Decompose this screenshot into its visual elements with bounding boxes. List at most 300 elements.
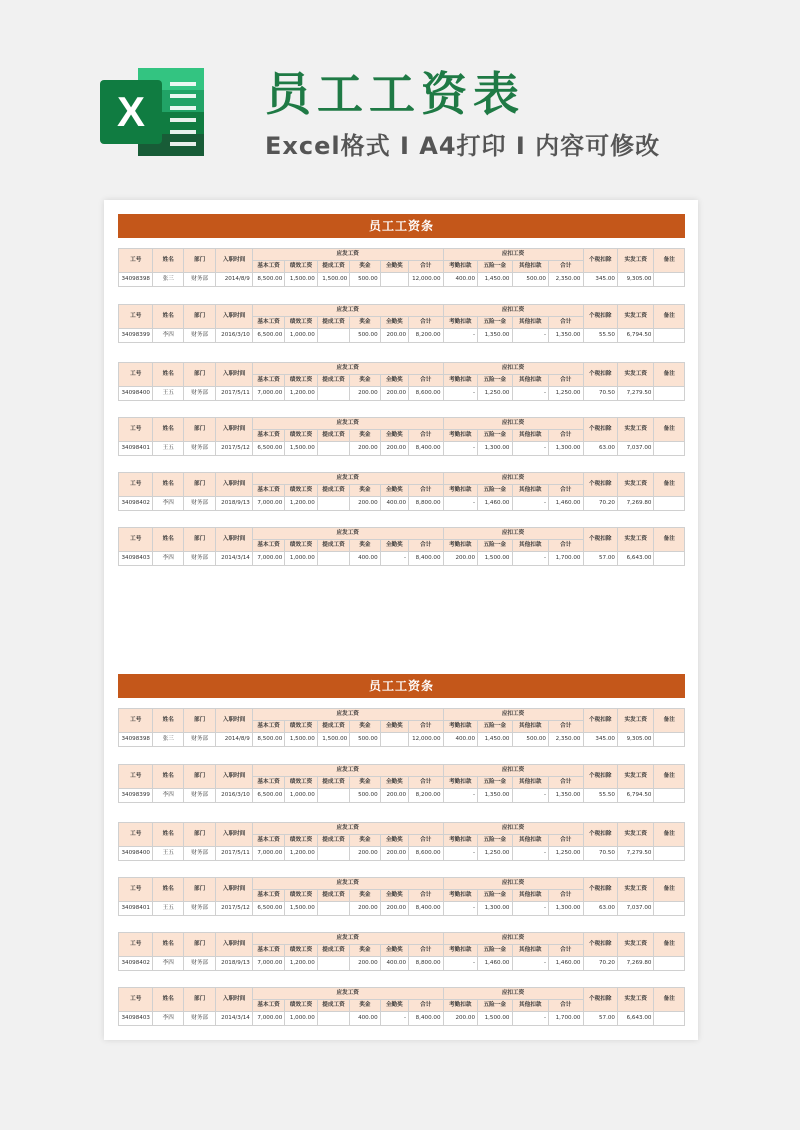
col-group-gross-pay: 应发工资 bbox=[252, 878, 443, 890]
cell-pay-total[interactable]: 8,800.00 bbox=[409, 957, 444, 971]
cell-insurance[interactable]: 1,300.00 bbox=[478, 902, 512, 916]
cell-attendance[interactable]: - bbox=[380, 552, 408, 566]
cell-id[interactable]: 34098403 bbox=[119, 552, 153, 566]
cell-pay-total[interactable]: 8,400.00 bbox=[409, 1012, 444, 1026]
payslip-table bbox=[118, 764, 685, 803]
cell-other[interactable]: - bbox=[512, 902, 549, 916]
col-header-base-pay: 基本工资 bbox=[252, 777, 284, 789]
cell-hire[interactable]: 2016/3/10 bbox=[216, 329, 253, 343]
cell-hire[interactable]: 2017/5/12 bbox=[216, 442, 253, 456]
cell-base[interactable]: 7,000.00 bbox=[252, 847, 284, 861]
col-header-base-pay: 基本工资 bbox=[252, 317, 284, 329]
payslip bbox=[118, 932, 685, 971]
cell-absence[interactable]: 400.00 bbox=[443, 273, 477, 287]
cell-deduct-total[interactable]: 1,460.00 bbox=[549, 957, 584, 971]
cell-base[interactable]: 7,000.00 bbox=[252, 497, 284, 511]
cell-name[interactable]: 王五 bbox=[153, 847, 183, 861]
payslip bbox=[118, 362, 685, 401]
cell-deduct-total[interactable]: 1,350.00 bbox=[549, 329, 584, 343]
cell-note[interactable] bbox=[654, 329, 685, 343]
cell-net[interactable]: 9,305.00 bbox=[617, 733, 654, 747]
cell-name[interactable]: 王五 bbox=[153, 387, 183, 401]
cell-perf[interactable]: 1,000.00 bbox=[285, 789, 317, 803]
cell-bonus[interactable]: 200.00 bbox=[350, 847, 380, 861]
col-header-deduction-total: 合计 bbox=[549, 945, 584, 957]
cell-deduct-total[interactable]: 1,250.00 bbox=[549, 387, 584, 401]
col-header-gross-total: 合计 bbox=[409, 317, 444, 329]
col-header-gross-total: 合计 bbox=[409, 835, 444, 847]
cell-base[interactable]: 6,500.00 bbox=[252, 329, 284, 343]
cell-dept[interactable]: 财务部 bbox=[183, 273, 215, 287]
cell-net[interactable]: 7,037.00 bbox=[617, 902, 654, 916]
col-header-base-pay: 基本工资 bbox=[252, 375, 284, 387]
cell-attendance[interactable]: 400.00 bbox=[380, 497, 408, 511]
cell-net[interactable]: 9,305.00 bbox=[617, 273, 654, 287]
cell-name[interactable]: 李四 bbox=[153, 497, 183, 511]
cell-perf[interactable]: 1,200.00 bbox=[285, 957, 317, 971]
cell-deduct-total[interactable]: 1,350.00 bbox=[549, 789, 584, 803]
cell-attendance[interactable]: 200.00 bbox=[380, 387, 408, 401]
cell-dept[interactable]: 财务部 bbox=[183, 497, 215, 511]
cell-hire[interactable]: 2014/3/14 bbox=[216, 1012, 253, 1026]
cell-pay-total[interactable]: 8,200.00 bbox=[409, 329, 444, 343]
col-header-attendance-bonus: 全勤奖 bbox=[380, 721, 408, 733]
cell-absence[interactable]: - bbox=[443, 847, 477, 861]
cell-bonus[interactable]: 200.00 bbox=[350, 957, 380, 971]
cell-id[interactable]: 34098402 bbox=[119, 957, 153, 971]
col-header-performance-pay: 绩效工资 bbox=[285, 317, 317, 329]
cell-insurance[interactable]: 1,250.00 bbox=[478, 387, 512, 401]
cell-id[interactable]: 34098400 bbox=[119, 847, 153, 861]
cell-absence[interactable]: - bbox=[443, 442, 477, 456]
cell-note[interactable] bbox=[654, 273, 685, 287]
col-header-commission: 提成工资 bbox=[317, 835, 349, 847]
col-header-gross-total: 合计 bbox=[409, 1000, 444, 1012]
col-header-hire-date: 入职时间 bbox=[216, 765, 253, 789]
cell-bonus[interactable]: 200.00 bbox=[350, 387, 380, 401]
cell-insurance[interactable]: 1,460.00 bbox=[478, 957, 512, 971]
cell-attendance[interactable]: 200.00 bbox=[380, 902, 408, 916]
cell-name[interactable]: 张三 bbox=[153, 733, 183, 747]
cell-bonus[interactable]: 400.00 bbox=[350, 1012, 380, 1026]
payslip bbox=[118, 527, 685, 566]
col-header-attendance-bonus: 全勤奖 bbox=[380, 945, 408, 957]
col-header-deduction-total: 合计 bbox=[549, 540, 584, 552]
col-header-hire-date: 入职时间 bbox=[216, 823, 253, 847]
cell-tax[interactable]: 55.50 bbox=[583, 329, 617, 343]
cell-net[interactable]: 7,279.50 bbox=[617, 847, 654, 861]
cell-dept[interactable]: 财务部 bbox=[183, 733, 215, 747]
cell-commission[interactable] bbox=[317, 902, 349, 916]
cell-insurance[interactable]: 1,450.00 bbox=[478, 273, 512, 287]
cell-net[interactable]: 7,269.80 bbox=[617, 497, 654, 511]
cell-deduct-total[interactable]: 1,250.00 bbox=[549, 847, 584, 861]
cell-absence[interactable]: - bbox=[443, 902, 477, 916]
cell-dept[interactable]: 财务部 bbox=[183, 847, 215, 861]
cell-commission[interactable] bbox=[317, 442, 349, 456]
cell-name[interactable]: 李四 bbox=[153, 329, 183, 343]
cell-insurance[interactable]: 1,450.00 bbox=[478, 733, 512, 747]
cell-attendance[interactable]: 200.00 bbox=[380, 329, 408, 343]
cell-commission[interactable] bbox=[317, 329, 349, 343]
cell-attendance[interactable]: 400.00 bbox=[380, 957, 408, 971]
col-header-net-pay: 实发工资 bbox=[617, 305, 654, 329]
cell-tax[interactable]: 345.00 bbox=[583, 733, 617, 747]
cell-other[interactable]: 500.00 bbox=[512, 733, 549, 747]
col-header-net-pay: 实发工资 bbox=[617, 765, 654, 789]
cell-bonus[interactable]: 200.00 bbox=[350, 902, 380, 916]
col-header-hire-date: 入职时间 bbox=[216, 709, 253, 733]
section-banner-title: 员工工资条 bbox=[118, 214, 685, 238]
col-header-absence-deduction: 考勤扣款 bbox=[443, 777, 477, 789]
payslip-table bbox=[118, 987, 685, 1026]
cell-pay-total[interactable]: 8,400.00 bbox=[409, 902, 444, 916]
cell-perf[interactable]: 1,000.00 bbox=[285, 329, 317, 343]
cell-net[interactable]: 6,643.00 bbox=[617, 552, 654, 566]
cell-hire[interactable]: 2016/3/10 bbox=[216, 789, 253, 803]
cell-commission[interactable]: 1,500.00 bbox=[317, 733, 349, 747]
payslip-section-2 bbox=[118, 674, 685, 1021]
table-row bbox=[119, 1012, 685, 1026]
cell-base[interactable]: 8,500.00 bbox=[252, 733, 284, 747]
cell-id[interactable]: 34098403 bbox=[119, 1012, 153, 1026]
payslip bbox=[118, 248, 685, 287]
col-header-attendance-bonus: 全勤奖 bbox=[380, 835, 408, 847]
col-header-insurance: 五险一金 bbox=[478, 430, 512, 442]
payslip-table bbox=[118, 877, 685, 916]
col-header-id: 工号 bbox=[119, 305, 153, 329]
col-header-absence-deduction: 考勤扣款 bbox=[443, 1000, 477, 1012]
payslip-table bbox=[118, 932, 685, 971]
cell-tax[interactable]: 345.00 bbox=[583, 273, 617, 287]
cell-attendance[interactable]: 200.00 bbox=[380, 442, 408, 456]
cell-net[interactable]: 6,643.00 bbox=[617, 1012, 654, 1026]
cell-base[interactable]: 8,500.00 bbox=[252, 273, 284, 287]
cell-perf[interactable]: 1,500.00 bbox=[285, 273, 317, 287]
col-header-deduction-total: 合计 bbox=[549, 375, 584, 387]
cell-note[interactable] bbox=[654, 902, 685, 916]
cell-dept[interactable]: 财务部 bbox=[183, 442, 215, 456]
cell-tax[interactable]: 70.20 bbox=[583, 497, 617, 511]
cell-perf[interactable]: 1,500.00 bbox=[285, 733, 317, 747]
cell-hire[interactable]: 2017/5/11 bbox=[216, 847, 253, 861]
cell-deduct-total[interactable]: 1,300.00 bbox=[549, 902, 584, 916]
col-header-id: 工号 bbox=[119, 528, 153, 552]
cell-id[interactable]: 34098399 bbox=[119, 329, 153, 343]
cell-tax[interactable]: 55.50 bbox=[583, 789, 617, 803]
col-header-hire-date: 入职时间 bbox=[216, 249, 253, 273]
cell-base[interactable]: 7,000.00 bbox=[252, 957, 284, 971]
col-group-gross-pay: 应发工资 bbox=[252, 988, 443, 1000]
cell-name[interactable]: 王五 bbox=[153, 442, 183, 456]
cell-base[interactable]: 7,000.00 bbox=[252, 1012, 284, 1026]
col-header-tax: 个税扣除 bbox=[583, 249, 617, 273]
cell-dept[interactable]: 财务部 bbox=[183, 902, 215, 916]
cell-perf[interactable]: 1,000.00 bbox=[285, 552, 317, 566]
col-header-net-pay: 实发工资 bbox=[617, 249, 654, 273]
col-group-deductions: 应扣工资 bbox=[443, 473, 583, 485]
cell-id[interactable]: 34098401 bbox=[119, 442, 153, 456]
cell-perf[interactable]: 1,200.00 bbox=[285, 847, 317, 861]
cell-bonus[interactable]: 500.00 bbox=[350, 273, 380, 287]
cell-id[interactable]: 34098398 bbox=[119, 733, 153, 747]
cell-insurance[interactable]: 1,300.00 bbox=[478, 442, 512, 456]
cell-other[interactable]: - bbox=[512, 552, 549, 566]
col-header-bonus: 奖金 bbox=[350, 777, 380, 789]
cell-perf[interactable]: 1,500.00 bbox=[285, 902, 317, 916]
col-header-base-pay: 基本工资 bbox=[252, 485, 284, 497]
col-header-deduction-total: 合计 bbox=[549, 890, 584, 902]
col-header-insurance: 五险一金 bbox=[478, 890, 512, 902]
col-header-net-pay: 实发工资 bbox=[617, 709, 654, 733]
cell-hire[interactable]: 2018/9/13 bbox=[216, 497, 253, 511]
col-header-absence-deduction: 考勤扣款 bbox=[443, 261, 477, 273]
col-header-absence-deduction: 考勤扣款 bbox=[443, 890, 477, 902]
col-header-tax: 个税扣除 bbox=[583, 823, 617, 847]
cell-insurance[interactable]: 1,500.00 bbox=[478, 1012, 512, 1026]
cell-commission[interactable] bbox=[317, 1012, 349, 1026]
cell-commission[interactable] bbox=[317, 552, 349, 566]
col-header-hire-date: 入职时间 bbox=[216, 473, 253, 497]
cell-dept[interactable]: 财务部 bbox=[183, 1012, 215, 1026]
cell-name[interactable]: 王五 bbox=[153, 902, 183, 916]
cell-tax[interactable]: 70.20 bbox=[583, 957, 617, 971]
cell-perf[interactable]: 1,000.00 bbox=[285, 1012, 317, 1026]
cell-commission[interactable] bbox=[317, 847, 349, 861]
col-header-deduction-total: 合计 bbox=[549, 777, 584, 789]
cell-other[interactable]: 500.00 bbox=[512, 273, 549, 287]
cell-insurance[interactable]: 1,500.00 bbox=[478, 552, 512, 566]
col-header-name: 姓名 bbox=[153, 363, 183, 387]
col-header-other-deduction: 其他扣款 bbox=[512, 945, 549, 957]
cell-bonus[interactable]: 500.00 bbox=[350, 733, 380, 747]
cell-pay-total[interactable]: 8,800.00 bbox=[409, 497, 444, 511]
col-header-performance-pay: 绩效工资 bbox=[285, 261, 317, 273]
col-header-id: 工号 bbox=[119, 988, 153, 1012]
cell-name[interactable]: 李四 bbox=[153, 957, 183, 971]
col-header-dept: 部门 bbox=[183, 528, 215, 552]
cell-attendance[interactable]: - bbox=[380, 1012, 408, 1026]
cell-attendance[interactable]: 200.00 bbox=[380, 789, 408, 803]
cell-deduct-total[interactable]: 1,460.00 bbox=[549, 497, 584, 511]
cell-insurance[interactable]: 1,460.00 bbox=[478, 497, 512, 511]
cell-other[interactable]: - bbox=[512, 847, 549, 861]
cell-net[interactable]: 6,794.50 bbox=[617, 789, 654, 803]
cell-commission[interactable] bbox=[317, 957, 349, 971]
col-header-attendance-bonus: 全勤奖 bbox=[380, 1000, 408, 1012]
cell-dept[interactable]: 财务部 bbox=[183, 329, 215, 343]
cell-tax[interactable]: 70.50 bbox=[583, 847, 617, 861]
col-group-deductions: 应扣工资 bbox=[443, 988, 583, 1000]
cell-id[interactable]: 34098402 bbox=[119, 497, 153, 511]
col-header-other-deduction: 其他扣款 bbox=[512, 777, 549, 789]
cell-pay-total[interactable]: 8,600.00 bbox=[409, 847, 444, 861]
col-header-hire-date: 入职时间 bbox=[216, 988, 253, 1012]
cell-hire[interactable]: 2014/3/14 bbox=[216, 552, 253, 566]
cell-dept[interactable]: 财务部 bbox=[183, 552, 215, 566]
cell-name[interactable]: 李四 bbox=[153, 552, 183, 566]
payslip-table bbox=[118, 362, 685, 401]
col-header-insurance: 五险一金 bbox=[478, 945, 512, 957]
cell-deduct-total[interactable]: 2,350.00 bbox=[549, 273, 584, 287]
col-header-id: 工号 bbox=[119, 765, 153, 789]
cell-tax[interactable]: 57.00 bbox=[583, 552, 617, 566]
cell-commission[interactable] bbox=[317, 789, 349, 803]
col-header-net-pay: 实发工资 bbox=[617, 878, 654, 902]
cell-bonus[interactable]: 500.00 bbox=[350, 789, 380, 803]
cell-pay-total[interactable]: 8,400.00 bbox=[409, 442, 444, 456]
col-header-other-deduction: 其他扣款 bbox=[512, 485, 549, 497]
cell-hire[interactable]: 2018/9/13 bbox=[216, 957, 253, 971]
cell-attendance[interactable] bbox=[380, 733, 408, 747]
cell-other[interactable]: - bbox=[512, 789, 549, 803]
cell-note[interactable] bbox=[654, 789, 685, 803]
cell-perf[interactable]: 1,500.00 bbox=[285, 442, 317, 456]
cell-name[interactable]: 李四 bbox=[153, 1012, 183, 1026]
cell-hire[interactable]: 2014/8/9 bbox=[216, 273, 253, 287]
cell-other[interactable]: - bbox=[512, 497, 549, 511]
col-header-performance-pay: 绩效工资 bbox=[285, 485, 317, 497]
cell-net[interactable]: 7,279.50 bbox=[617, 387, 654, 401]
cell-base[interactable]: 6,500.00 bbox=[252, 902, 284, 916]
cell-deduct-total[interactable]: 1,300.00 bbox=[549, 442, 584, 456]
col-header-note: 备注 bbox=[654, 765, 685, 789]
cell-id[interactable]: 34098398 bbox=[119, 273, 153, 287]
cell-id[interactable]: 34098399 bbox=[119, 789, 153, 803]
cell-pay-total[interactable]: 12,000.00 bbox=[409, 733, 444, 747]
col-header-insurance: 五险一金 bbox=[478, 721, 512, 733]
payslip-table bbox=[118, 822, 685, 861]
cell-pay-total[interactable]: 8,400.00 bbox=[409, 552, 444, 566]
cell-absence[interactable]: 200.00 bbox=[443, 1012, 477, 1026]
col-header-net-pay: 实发工资 bbox=[617, 823, 654, 847]
cell-bonus[interactable]: 500.00 bbox=[350, 329, 380, 343]
cell-absence[interactable]: - bbox=[443, 957, 477, 971]
cell-insurance[interactable]: 1,250.00 bbox=[478, 847, 512, 861]
cell-perf[interactable]: 1,200.00 bbox=[285, 387, 317, 401]
cell-commission[interactable] bbox=[317, 497, 349, 511]
col-header-net-pay: 实发工资 bbox=[617, 988, 654, 1012]
payslip bbox=[118, 764, 685, 803]
col-header-name: 姓名 bbox=[153, 418, 183, 442]
cell-other[interactable]: - bbox=[512, 1012, 549, 1026]
cell-deduct-total[interactable]: 2,350.00 bbox=[549, 733, 584, 747]
cell-bonus[interactable]: 200.00 bbox=[350, 442, 380, 456]
col-header-bonus: 奖金 bbox=[350, 890, 380, 902]
cell-base[interactable]: 6,500.00 bbox=[252, 442, 284, 456]
col-header-id: 工号 bbox=[119, 878, 153, 902]
cell-net[interactable]: 7,037.00 bbox=[617, 442, 654, 456]
cell-hire[interactable]: 2017/5/11 bbox=[216, 387, 253, 401]
col-group-gross-pay: 应发工资 bbox=[252, 933, 443, 945]
col-header-attendance-bonus: 全勤奖 bbox=[380, 430, 408, 442]
cell-bonus[interactable]: 400.00 bbox=[350, 552, 380, 566]
col-header-performance-pay: 绩效工资 bbox=[285, 540, 317, 552]
cell-hire[interactable]: 2014/8/9 bbox=[216, 733, 253, 747]
cell-note[interactable] bbox=[654, 847, 685, 861]
cell-commission[interactable] bbox=[317, 387, 349, 401]
cell-name[interactable]: 李四 bbox=[153, 789, 183, 803]
cell-deduct-total[interactable]: 1,700.00 bbox=[549, 1012, 584, 1026]
cell-note[interactable] bbox=[654, 1012, 685, 1026]
cell-base[interactable]: 7,000.00 bbox=[252, 387, 284, 401]
cell-id[interactable]: 34098401 bbox=[119, 902, 153, 916]
cell-other[interactable]: - bbox=[512, 442, 549, 456]
cell-dept[interactable]: 财务部 bbox=[183, 957, 215, 971]
cell-note[interactable] bbox=[654, 552, 685, 566]
cell-absence[interactable]: - bbox=[443, 497, 477, 511]
cell-absence[interactable]: 200.00 bbox=[443, 552, 477, 566]
table-row bbox=[119, 552, 685, 566]
col-header-dept: 部门 bbox=[183, 933, 215, 957]
cell-dept[interactable]: 财务部 bbox=[183, 789, 215, 803]
cell-attendance[interactable] bbox=[380, 273, 408, 287]
cell-absence[interactable]: - bbox=[443, 329, 477, 343]
cell-other[interactable]: - bbox=[512, 387, 549, 401]
cell-note[interactable] bbox=[654, 957, 685, 971]
col-header-name: 姓名 bbox=[153, 305, 183, 329]
cell-absence[interactable]: - bbox=[443, 789, 477, 803]
cell-hire[interactable]: 2017/5/12 bbox=[216, 902, 253, 916]
col-header-gross-total: 合计 bbox=[409, 485, 444, 497]
cell-tax[interactable]: 63.00 bbox=[583, 442, 617, 456]
payslip-table bbox=[118, 708, 685, 747]
col-header-performance-pay: 绩效工资 bbox=[285, 375, 317, 387]
col-header-insurance: 五险一金 bbox=[478, 261, 512, 273]
cell-net[interactable]: 6,794.50 bbox=[617, 329, 654, 343]
cell-commission[interactable]: 1,500.00 bbox=[317, 273, 349, 287]
cell-insurance[interactable]: 1,350.00 bbox=[478, 789, 512, 803]
cell-absence[interactable]: - bbox=[443, 387, 477, 401]
cell-base[interactable]: 7,000.00 bbox=[252, 552, 284, 566]
cell-base[interactable]: 6,500.00 bbox=[252, 789, 284, 803]
cell-other[interactable]: - bbox=[512, 957, 549, 971]
col-header-bonus: 奖金 bbox=[350, 430, 380, 442]
cell-deduct-total[interactable]: 1,700.00 bbox=[549, 552, 584, 566]
cell-note[interactable] bbox=[654, 497, 685, 511]
cell-insurance[interactable]: 1,350.00 bbox=[478, 329, 512, 343]
col-header-note: 备注 bbox=[654, 363, 685, 387]
cell-note[interactable] bbox=[654, 442, 685, 456]
cell-perf[interactable]: 1,200.00 bbox=[285, 497, 317, 511]
col-header-performance-pay: 绩效工资 bbox=[285, 835, 317, 847]
cell-pay-total[interactable]: 8,600.00 bbox=[409, 387, 444, 401]
cell-id[interactable]: 34098400 bbox=[119, 387, 153, 401]
col-header-absence-deduction: 考勤扣款 bbox=[443, 721, 477, 733]
cell-dept[interactable]: 财务部 bbox=[183, 387, 215, 401]
cell-tax[interactable]: 70.50 bbox=[583, 387, 617, 401]
col-header-id: 工号 bbox=[119, 363, 153, 387]
cell-name[interactable]: 张三 bbox=[153, 273, 183, 287]
col-header-base-pay: 基本工资 bbox=[252, 261, 284, 273]
cell-pay-total[interactable]: 8,200.00 bbox=[409, 789, 444, 803]
col-header-gross-total: 合计 bbox=[409, 890, 444, 902]
page-title: 员工工资表 bbox=[265, 67, 525, 121]
col-group-deductions: 应扣工资 bbox=[443, 933, 583, 945]
col-header-name: 姓名 bbox=[153, 933, 183, 957]
cell-tax[interactable]: 57.00 bbox=[583, 1012, 617, 1026]
cell-bonus[interactable]: 200.00 bbox=[350, 497, 380, 511]
col-header-attendance-bonus: 全勤奖 bbox=[380, 890, 408, 902]
cell-net[interactable]: 7,269.80 bbox=[617, 957, 654, 971]
cell-tax[interactable]: 63.00 bbox=[583, 902, 617, 916]
cell-attendance[interactable]: 200.00 bbox=[380, 847, 408, 861]
cell-absence[interactable]: 400.00 bbox=[443, 733, 477, 747]
cell-note[interactable] bbox=[654, 733, 685, 747]
cell-other[interactable]: - bbox=[512, 329, 549, 343]
cell-pay-total[interactable]: 12,000.00 bbox=[409, 273, 444, 287]
cell-note[interactable] bbox=[654, 387, 685, 401]
